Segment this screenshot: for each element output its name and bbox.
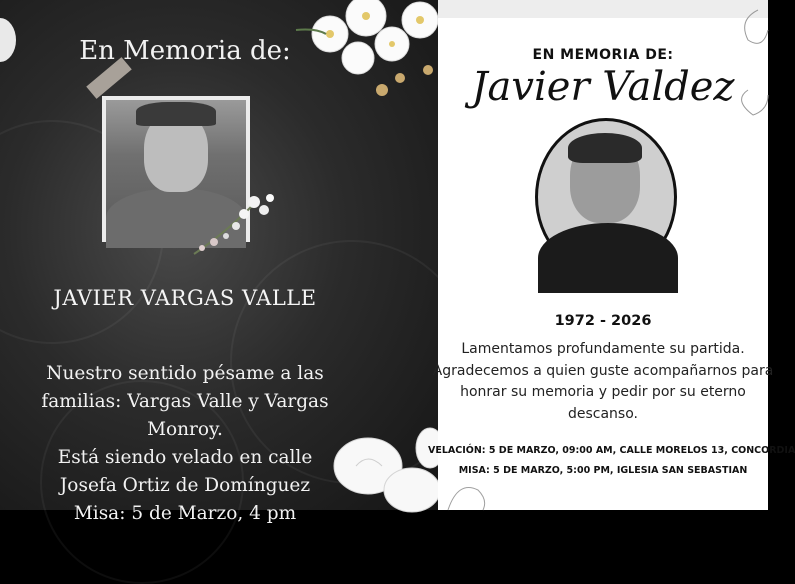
flower-sprig-icon: [184, 184, 284, 264]
message-line: Nuestro sentido pésame a las: [46, 363, 324, 384]
message-line: Josefa Ortiz de Domínguez: [59, 475, 311, 496]
message-line: Está siendo velado en calle: [57, 447, 313, 468]
memorial-title: En Memoria de:: [79, 36, 291, 66]
message-line: honrar su memoria y pedir por su eterno: [460, 384, 746, 400]
message-line: Misa: 5 de Marzo, 4 pm: [73, 503, 297, 524]
memorial-heading: EN MEMORIA DE:: [532, 47, 674, 63]
message-line: familias: Vargas Valle y Vargas: [41, 391, 329, 412]
message-line: Lamentamos profundamente su partida.: [461, 341, 745, 357]
life-years: 1972 - 2026: [554, 313, 652, 329]
condolence-message: [432, 339, 774, 425]
message-line: Agradecemos a quien guste acompañarnos para: [432, 362, 774, 379]
message-line: Monroy.: [147, 419, 223, 440]
deceased-name: JAVIER VARGAS VALLE: [53, 286, 317, 310]
memorial-card-right: [428, 0, 795, 510]
white-flower-cluster-icon: [296, 0, 438, 104]
top-strip: [438, 0, 768, 18]
wake-details: VELACIÓN: 5 DE MARZO, 09:00 AM, CALLE MORELOS 13, CONCORDIA: [428, 445, 795, 456]
white-rose-icon: [330, 428, 438, 510]
mass-details: MISA: 5 DE MARZO, 5:00 PM, IGLESIA SAN SEBASTIAN: [458, 465, 748, 476]
deceased-name-script: Javier Valdez: [471, 64, 735, 110]
message-line: descanso.: [567, 405, 638, 422]
condolence-message: [0, 360, 370, 528]
deceased-portrait: [535, 118, 677, 276]
line-flower-icon: [438, 470, 498, 510]
memorial-card-left: [0, 0, 438, 524]
